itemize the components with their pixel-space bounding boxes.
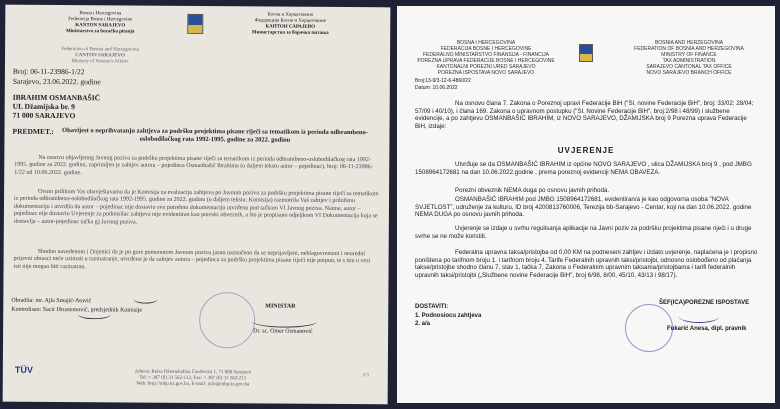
header-line: FEDERACIJA BOSNE I HERCEGOVINE [440,46,532,52]
tuv-logo: TÜV [14,364,33,375]
delivery-item: 2. a/a [415,321,431,327]
letter-date: Sarajevo, 23.06.2022. godine [12,76,101,87]
header-line: Министарство за борачка питања [251,30,329,36]
reference-number: Broj: 06-11-23986-1/22 [12,66,85,77]
reference-number: Broj:13-9/3-12-6-4860/22 [415,78,471,84]
header-line: NOVO SARAJEVO BRANCH OFFICE [646,70,732,76]
header-cyrillic [210,12,370,37]
letter-footer [83,369,303,389]
minister-name: Dr. sc. Omer Osmanović [253,328,313,335]
recipient-city: 71 000 SARAJEVO [12,110,76,121]
subject-label: PREDMET.: [12,126,54,137]
header-line: POREZNA UPRAVA FEDERACIJE BOSNE I HERCEGOVINE [417,58,555,64]
header-line: Bosna i Hercegovina [79,11,122,17]
footer-line: Tel: + 387 (0) 33 562-112, Fax: + 387 (0) 33 562-211 [139,375,247,382]
header-line: FEDERATION OF BOSNIA AND HERZEGOVINA [634,46,744,52]
header-right [609,40,769,76]
header-line: POREZNA ISPOSTAVA NOVO SARAJEVO [437,70,535,76]
delivery-item: 1. Podnosiocu zahtjeva [415,313,482,319]
responsible-person-paragraph: OSMANBAŠIĆ IBRAHIM pod JMBG 1508964172681, evidentiran/a je kao odgovorna osoba "NOVA SVJETLOST", udruženje za kulturu, ID broj 4200813760006, Terezija bb-Sarajevo - Centar, koji na dan 10.06.2022. godine NEMA DUGA po osnovu javnih prihoda. [415,196,752,219]
header-english [25,47,175,66]
initials-signature [133,295,157,304]
paragraph-3: Shodno navedenom i činjenici da je po gore pomenutom Javnom pozivu jasno naznačeno da se neprijavljeni, neblagovremeni i neuredni prijavni obrasci neće uzimati u razmatranje, utvrđeno je da zahtjev autora – pojedinca za podršku projektima pisane riječi nije potpun, te s tim u vezi isti nije mogao biti razmatran. [13,248,371,271]
coat-of-arms-icon [579,44,593,62]
header-line: KANTON SARAJEVO [75,23,126,29]
recipient-name: IBRAHIM OSMANBAŠIĆ [12,92,101,103]
fee-paragraph: Federalna upravna taksa/pristojba od 0,00 KM na podneseni zahtjev i izdato uvjerenje, naplaćena je i propisno poništena po tarifnom broju 1. i tarifnom broju 4. Tarife Federalnih upravnih taksi/pristojbi, odnosno oslobođeno od plaćanja takse/pristojbe shodno članu 7, stav 1, tačka 7, Zakona o Federalnim upravnim taksama/pristojbama i tarifi federalnih upravnih taksi/pristojbi („Službene novine Federacije BiH", broj 6/98, 8/00, 45/10, 43/13 i 98/17). [415,249,758,279]
header-line: Federacija Bosne i Hercegovine [68,17,133,23]
intro-paragraph: Na osnovu člana 7. Zakona o Poreznoj upravi Federacije BiH ("Sl. novine Federacije BiH", broj: 33/02; 28/04; 57/09 i 40/10), i člana 169. Zakona o upravnom postupku ("Sl. Novine Federacije BiH", broj:2/98 i 48/99) i službene evidencije, a po zahtjevu OSMANBAŠIĆ IBRAHIM, iz NOVO SARAJEVO, DŽAMIJSKA broj 9 Porezna uprava Federacije BiH, izdaje: [415,100,754,130]
prepared-by: Obradila: mr. Ajla Smajić-Atović [11,297,92,305]
footer-line: Web: http://mbp.ks.gov.ba, E-mail: info@mbp.ks.gov.ba [136,381,250,388]
subject-text: Obavijest o neprihvatanju zahtjeva za podršku projektima pisane riječi sa tematikom iz perioda odbrambeno-oslobodilačkog rata 1992-1995. godine za 2022. godinu [62,127,368,144]
coat-of-arms-icon [187,14,203,34]
ministry-letter [3,5,391,405]
header-line: FEDERALNO MINISTARSTVO FINANSIJA - FINANCIJA [422,52,550,58]
footer-line: Adresa: Reisa Džemaludina Čauševića 1, 71 000 Sarajevo [134,369,252,376]
official-stamp [199,292,255,348]
header-line: Ministry of Veteran's Affairs [71,59,129,65]
header-line: TAX ADMINISTRATION [662,58,716,64]
delivery-label: DOSTAVITI: [415,304,449,310]
initials-signature [77,308,111,319]
paragraph-2: Ovom prilikom Vas obavještavamo da je Komisija za evaluaciju zahtjeva po Javnom pozivu za podršku projektima pisane riječi sa tematikom iz perioda odbrambeno-oslobodilačkog rata 1992-1995. godine za 2022. godinu (u daljem tekstu: Komisija) razmotrila Vaš zahtjev i priloženu dokumentaciju i utvrdila da autor – pojedinac nije dostavio svu potrebnu dokumentaciju utvrđenu pod tačkom VI Javnog poziva. Naime, autor – pojedinac nije dostavio Uvjerenje za podnosilac zahtjeva nije evidentiran kao poreski obveznik, a što je propisano odjeljkom VI Dokumentacija koja se dostavlja – autor-pojedinac tačka g) Javnog poziva. [13,188,379,226]
certificate-title: UVJERENJE [557,146,615,155]
recipient-street: UL Džamijska br. 9 [12,101,75,112]
header-line: SARAJEVO CANTONAL TAX OFFICE [646,64,732,70]
head-of-office-name: Fukarić Anesa, dipl. pravnik [667,326,747,332]
header-line: MINISTRY OF FINANCE [661,52,717,58]
header-line: BOSNIA AND HERZEGOVINA [654,40,724,46]
head-of-office-title: ŠEF(ICA)POREZNE ISPOSTAVE [659,300,750,306]
header-line: КАНТОН САРАЈЕВО [265,24,315,30]
header-line: CANTON SARAJEVO [75,53,125,59]
tax-certificate [397,6,775,403]
header-line: BOSNA I HERCEGOVINA [456,40,516,46]
header-line: Federation of Bosnia and Herzegovina [61,47,139,53]
checked-by: Kontrolisao: Sacir Hrustemović, predsjednik Komisije [11,306,143,314]
page-number: 1/1 [362,373,370,379]
certificate-date: Datum: 10.06.2022 [415,85,458,91]
header-line: Федерација Босне и Херцеговине [254,18,326,24]
header-line: KANTONALNI POREZNI URED SARAJEVO [436,64,536,70]
official-stamp [625,304,673,352]
minister-title: MINISTAR [265,303,296,310]
purpose-paragraph: Uvjerenje se izdaje u svrhu regulisanja aplikacije na Javni poziv za podršku projektima pisane riječi i u druge svrhe se ne može koristiti. [415,225,752,240]
header-line: Ministarstvo za boračka pitanja [65,29,135,35]
header-line: Босна и Херцеговина [267,12,314,18]
no-debt-paragraph: Porezni obveznik NEMA duga po osnovu javnih prihoda. [455,187,610,194]
minister-signature [251,314,317,327]
paragraph-1: Na osnovu objavljenog Javnog poziva za podršku projektima pisane riječi sa tematikom iz perioda odbrambeno-oslobodilačkog rata 1992-1995. godine za 2022. godinu, zaprimljen je zahtjev autora – pojedinca Osmanbašić Ibrahima (u daljem tekstu autor – pojedinac), broj: 06-11-23986-1/22 od 10.06.2022. godine. [14,154,373,177]
head-of-office-signature [679,310,719,323]
header-left [411,40,561,76]
finding-paragraph: Utvrđuje se da OSMANBAŠIĆ IBRAHIM iz općine NOVO SARAJEVO , ulica DŽAMIJSKA broj 9 , pod JMBG 1508964172681 na dan 10.06.2022.godine , prema poreznoj evidenciji NEMA OBAVEZA. [415,161,752,176]
header-bosnian [25,11,175,36]
